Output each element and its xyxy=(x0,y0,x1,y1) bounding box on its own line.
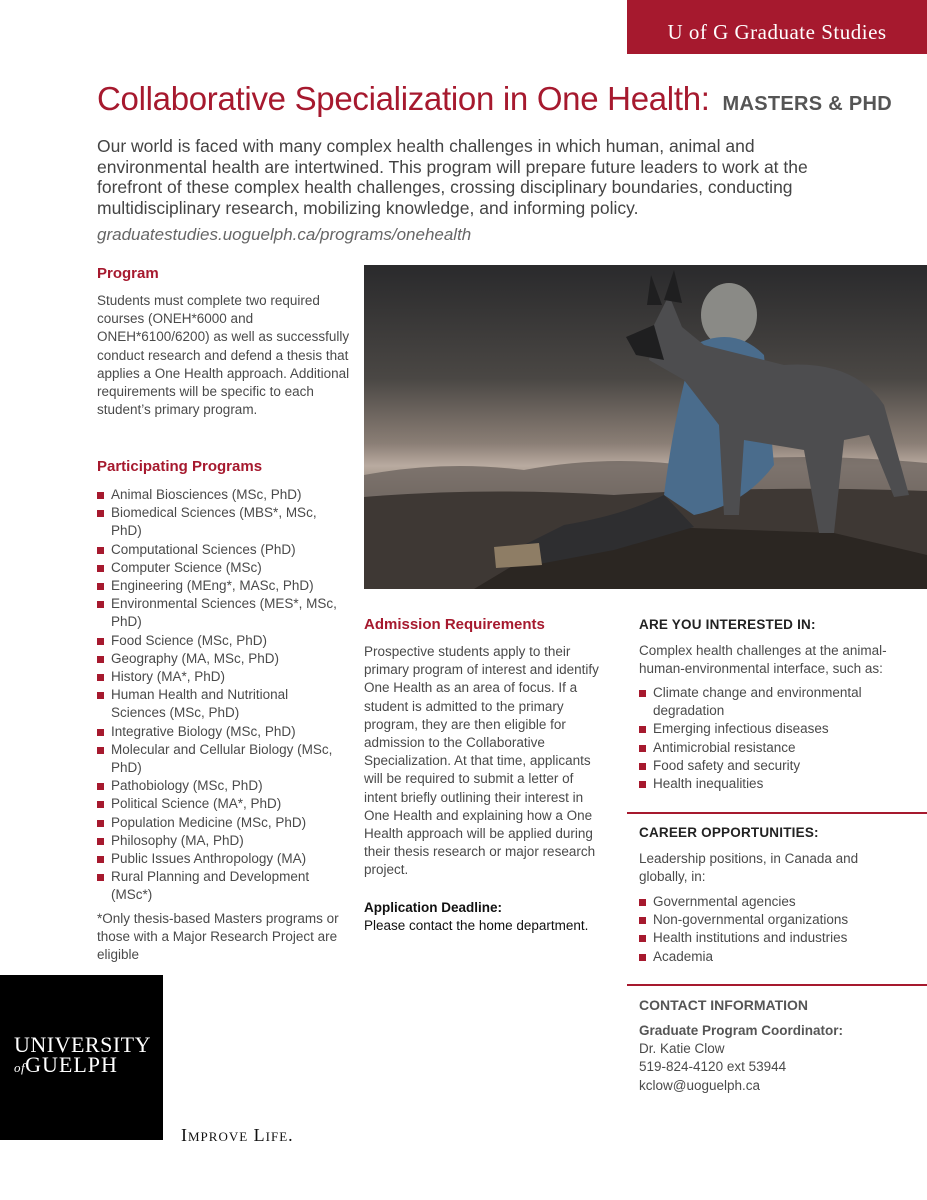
list-item xyxy=(97,486,337,504)
list-item-text: Pathobiology (MSc, PhD) xyxy=(111,778,263,794)
bullet-icon xyxy=(97,674,104,681)
bullet-icon xyxy=(97,656,104,663)
list-item-text: Climate change and environmental degradation xyxy=(653,685,862,719)
participating-list xyxy=(97,486,337,905)
bullet-icon xyxy=(97,510,104,517)
list-item-text: Health inequalities xyxy=(653,776,764,792)
bullet-icon xyxy=(639,899,646,906)
interested-intro: Complex health challenges at the animal-human-environmental interface, such as: xyxy=(639,643,887,677)
eligibility-footnote: *Only thesis-based Masters programs or those with a Major Research Project are eligible xyxy=(97,911,339,963)
bullet-icon xyxy=(97,601,104,608)
logo-line-1: UNIVERSITY xyxy=(14,1032,151,1057)
list-item xyxy=(97,541,337,559)
bullet-icon xyxy=(97,565,104,572)
bullet-icon xyxy=(97,583,104,590)
bullet-icon xyxy=(97,638,104,645)
intro-paragraph: Our world is faced with many complex health challenges in which human, animal and environmental health are intertwined. This program will prepare future leaders to work at the forefront of these complex health challenges, crossing disciplinary boundaries, conducting multidisciplinary research, mobilizing knowledge, and informing policy. xyxy=(97,136,808,218)
admission-heading: Admission Requirements xyxy=(364,616,545,633)
contact-heading: CONTACT INFORMATION xyxy=(639,997,809,1013)
section-divider xyxy=(627,984,927,986)
list-item xyxy=(639,739,889,757)
bullet-icon xyxy=(639,726,646,733)
list-item xyxy=(97,832,337,850)
list-item xyxy=(97,595,337,631)
list-item xyxy=(97,632,337,650)
hero-photo xyxy=(364,265,927,589)
list-item-text: Environmental Sciences (MES*, MSc, PhD) xyxy=(111,596,337,630)
bullet-icon xyxy=(639,745,646,752)
list-item xyxy=(639,929,899,947)
page-title xyxy=(97,80,917,118)
list-item xyxy=(639,720,889,738)
list-item-text: History (MA*, PhD) xyxy=(111,669,226,685)
list-item-text: Computer Science (MSc) xyxy=(111,559,262,575)
program-text: Students must complete two required courses (ONEH*6000 and ONEH*6100/6200) as well as successfully conduct research and defend a thesis that applies a One Health approach. Additional requirements will be specific to each student’s primary program. xyxy=(97,293,350,418)
logo-wordmark xyxy=(14,1032,154,1078)
list-item-text: Political Science (MA*, PhD) xyxy=(111,796,282,812)
logo-line-2 xyxy=(14,1052,154,1078)
university-logo xyxy=(0,975,163,1140)
contact-email[interactable]: kclow@uoguelph.ca xyxy=(639,1077,761,1093)
contact-phone[interactable]: 519-824-4120 ext 53944 xyxy=(639,1059,787,1075)
bullet-icon xyxy=(639,917,646,924)
contact-name: Dr. Katie Clow xyxy=(639,1041,725,1057)
deadline-label: Application Deadline: xyxy=(364,900,503,915)
list-item-text: Population Medicine (MSc, PhD) xyxy=(111,814,307,830)
bullet-icon xyxy=(639,763,646,770)
bullet-icon xyxy=(97,801,104,808)
list-item xyxy=(97,814,337,832)
brand-bar xyxy=(627,0,927,54)
deadline-text: Please contact the home department. xyxy=(364,918,589,934)
list-item xyxy=(97,723,337,741)
contact-role: Graduate Program Coordinator: xyxy=(639,1023,844,1038)
list-item-text: Health institutions and industries xyxy=(653,930,848,946)
bullet-icon xyxy=(97,856,104,863)
tagline: Improve Life. xyxy=(181,1125,294,1145)
list-item-text: Human Health and Nutritional Sciences (MSc, PhD) xyxy=(111,687,289,721)
list-item xyxy=(639,684,889,720)
list-item-text: Geography (MA, MSc, PhD) xyxy=(111,650,280,666)
hero-photo-illustration xyxy=(364,265,927,589)
list-item-text: Academia xyxy=(653,948,714,964)
bullet-icon xyxy=(97,747,104,754)
career-intro: Leadership positions, in Canada and globally, in: xyxy=(639,851,859,885)
list-item-text: Animal Biosciences (MSc, PhD) xyxy=(111,487,302,502)
list-item-text: Antimicrobial resistance xyxy=(653,739,796,755)
list-item-text: Biomedical Sciences (MBS*, MSc, PhD) xyxy=(111,505,317,539)
list-item xyxy=(639,757,889,775)
list-item xyxy=(639,911,899,929)
bullet-icon xyxy=(97,874,104,881)
admission-text: Prospective students apply to their primary program of interest and identify One Health as an area of focus. If a student is admitted to the primary program, they are then eligible for admission to the Collaborative Specialization. At that time, applicants will be required to submit a letter of intent briefly outlining their interest in One Health and explaining how a One Health approach will be applied during their thesis research or major research project. xyxy=(364,644,599,878)
list-item-text: Computational Sciences (PhD) xyxy=(111,541,296,557)
list-item-text: Molecular and Cellular Biology (MSc, PhD) xyxy=(111,741,333,776)
bullet-icon xyxy=(97,838,104,845)
bullet-icon xyxy=(97,547,104,554)
contact-block xyxy=(639,1022,899,1095)
list-item-text: Governmental agencies xyxy=(653,894,796,909)
list-item xyxy=(639,948,899,966)
bullet-icon xyxy=(97,492,104,499)
list-item xyxy=(97,650,337,668)
bullet-icon xyxy=(639,935,646,942)
list-item-text: Engineering (MEng*, MASc, PhD) xyxy=(111,578,314,594)
list-item-text: Philosophy (MA, PhD) xyxy=(111,832,244,848)
bullet-icon xyxy=(97,783,104,790)
list-item xyxy=(97,668,337,686)
bullet-icon xyxy=(639,781,646,788)
list-item xyxy=(97,577,337,595)
list-item xyxy=(97,850,337,868)
list-item xyxy=(97,559,337,577)
interested-heading: ARE YOU INTERESTED IN: xyxy=(639,617,816,632)
program-heading: Program xyxy=(97,265,159,282)
list-item-text: Food safety and security xyxy=(653,757,801,773)
title-main: Collaborative Specialization in One Health: xyxy=(97,80,710,117)
list-item-text: Food Science (MSc, PhD) xyxy=(111,632,268,648)
list-item-text: Emerging infectious diseases xyxy=(653,721,829,737)
list-item-text: Integrative Biology (MSc, PhD) xyxy=(111,723,296,739)
logo-guelph: GUELPH xyxy=(25,1052,118,1077)
section-divider xyxy=(627,812,927,814)
list-item xyxy=(97,504,337,540)
program-url[interactable]: graduatestudies.uoguelph.ca/programs/onehealth xyxy=(97,225,472,244)
participating-heading: Participating Programs xyxy=(97,458,263,475)
bullet-icon xyxy=(97,692,104,699)
list-item-text: Non-governmental organizations xyxy=(653,912,849,928)
application-deadline xyxy=(364,899,614,935)
list-item xyxy=(639,775,889,793)
list-item-text: Public Issues Anthropology (MA) xyxy=(111,851,307,867)
title-subtitle: MASTERS & PHD xyxy=(722,93,892,115)
logo-of: of xyxy=(14,1060,26,1075)
list-item xyxy=(97,868,337,904)
list-item xyxy=(97,777,337,795)
career-heading: CAREER OPPORTUNITIES: xyxy=(639,825,819,840)
bullet-icon xyxy=(639,690,646,697)
list-item xyxy=(97,741,337,777)
career-list xyxy=(639,893,899,966)
list-item xyxy=(97,795,337,813)
bullet-icon xyxy=(97,729,104,736)
list-item-text: Rural Planning and Development (MSc*) xyxy=(111,869,310,903)
list-item xyxy=(97,686,337,722)
bullet-icon xyxy=(97,820,104,827)
list-item xyxy=(639,893,899,911)
brand-label: U of G Graduate Studies xyxy=(667,20,887,44)
interested-list xyxy=(639,684,889,793)
bullet-icon xyxy=(639,954,646,961)
